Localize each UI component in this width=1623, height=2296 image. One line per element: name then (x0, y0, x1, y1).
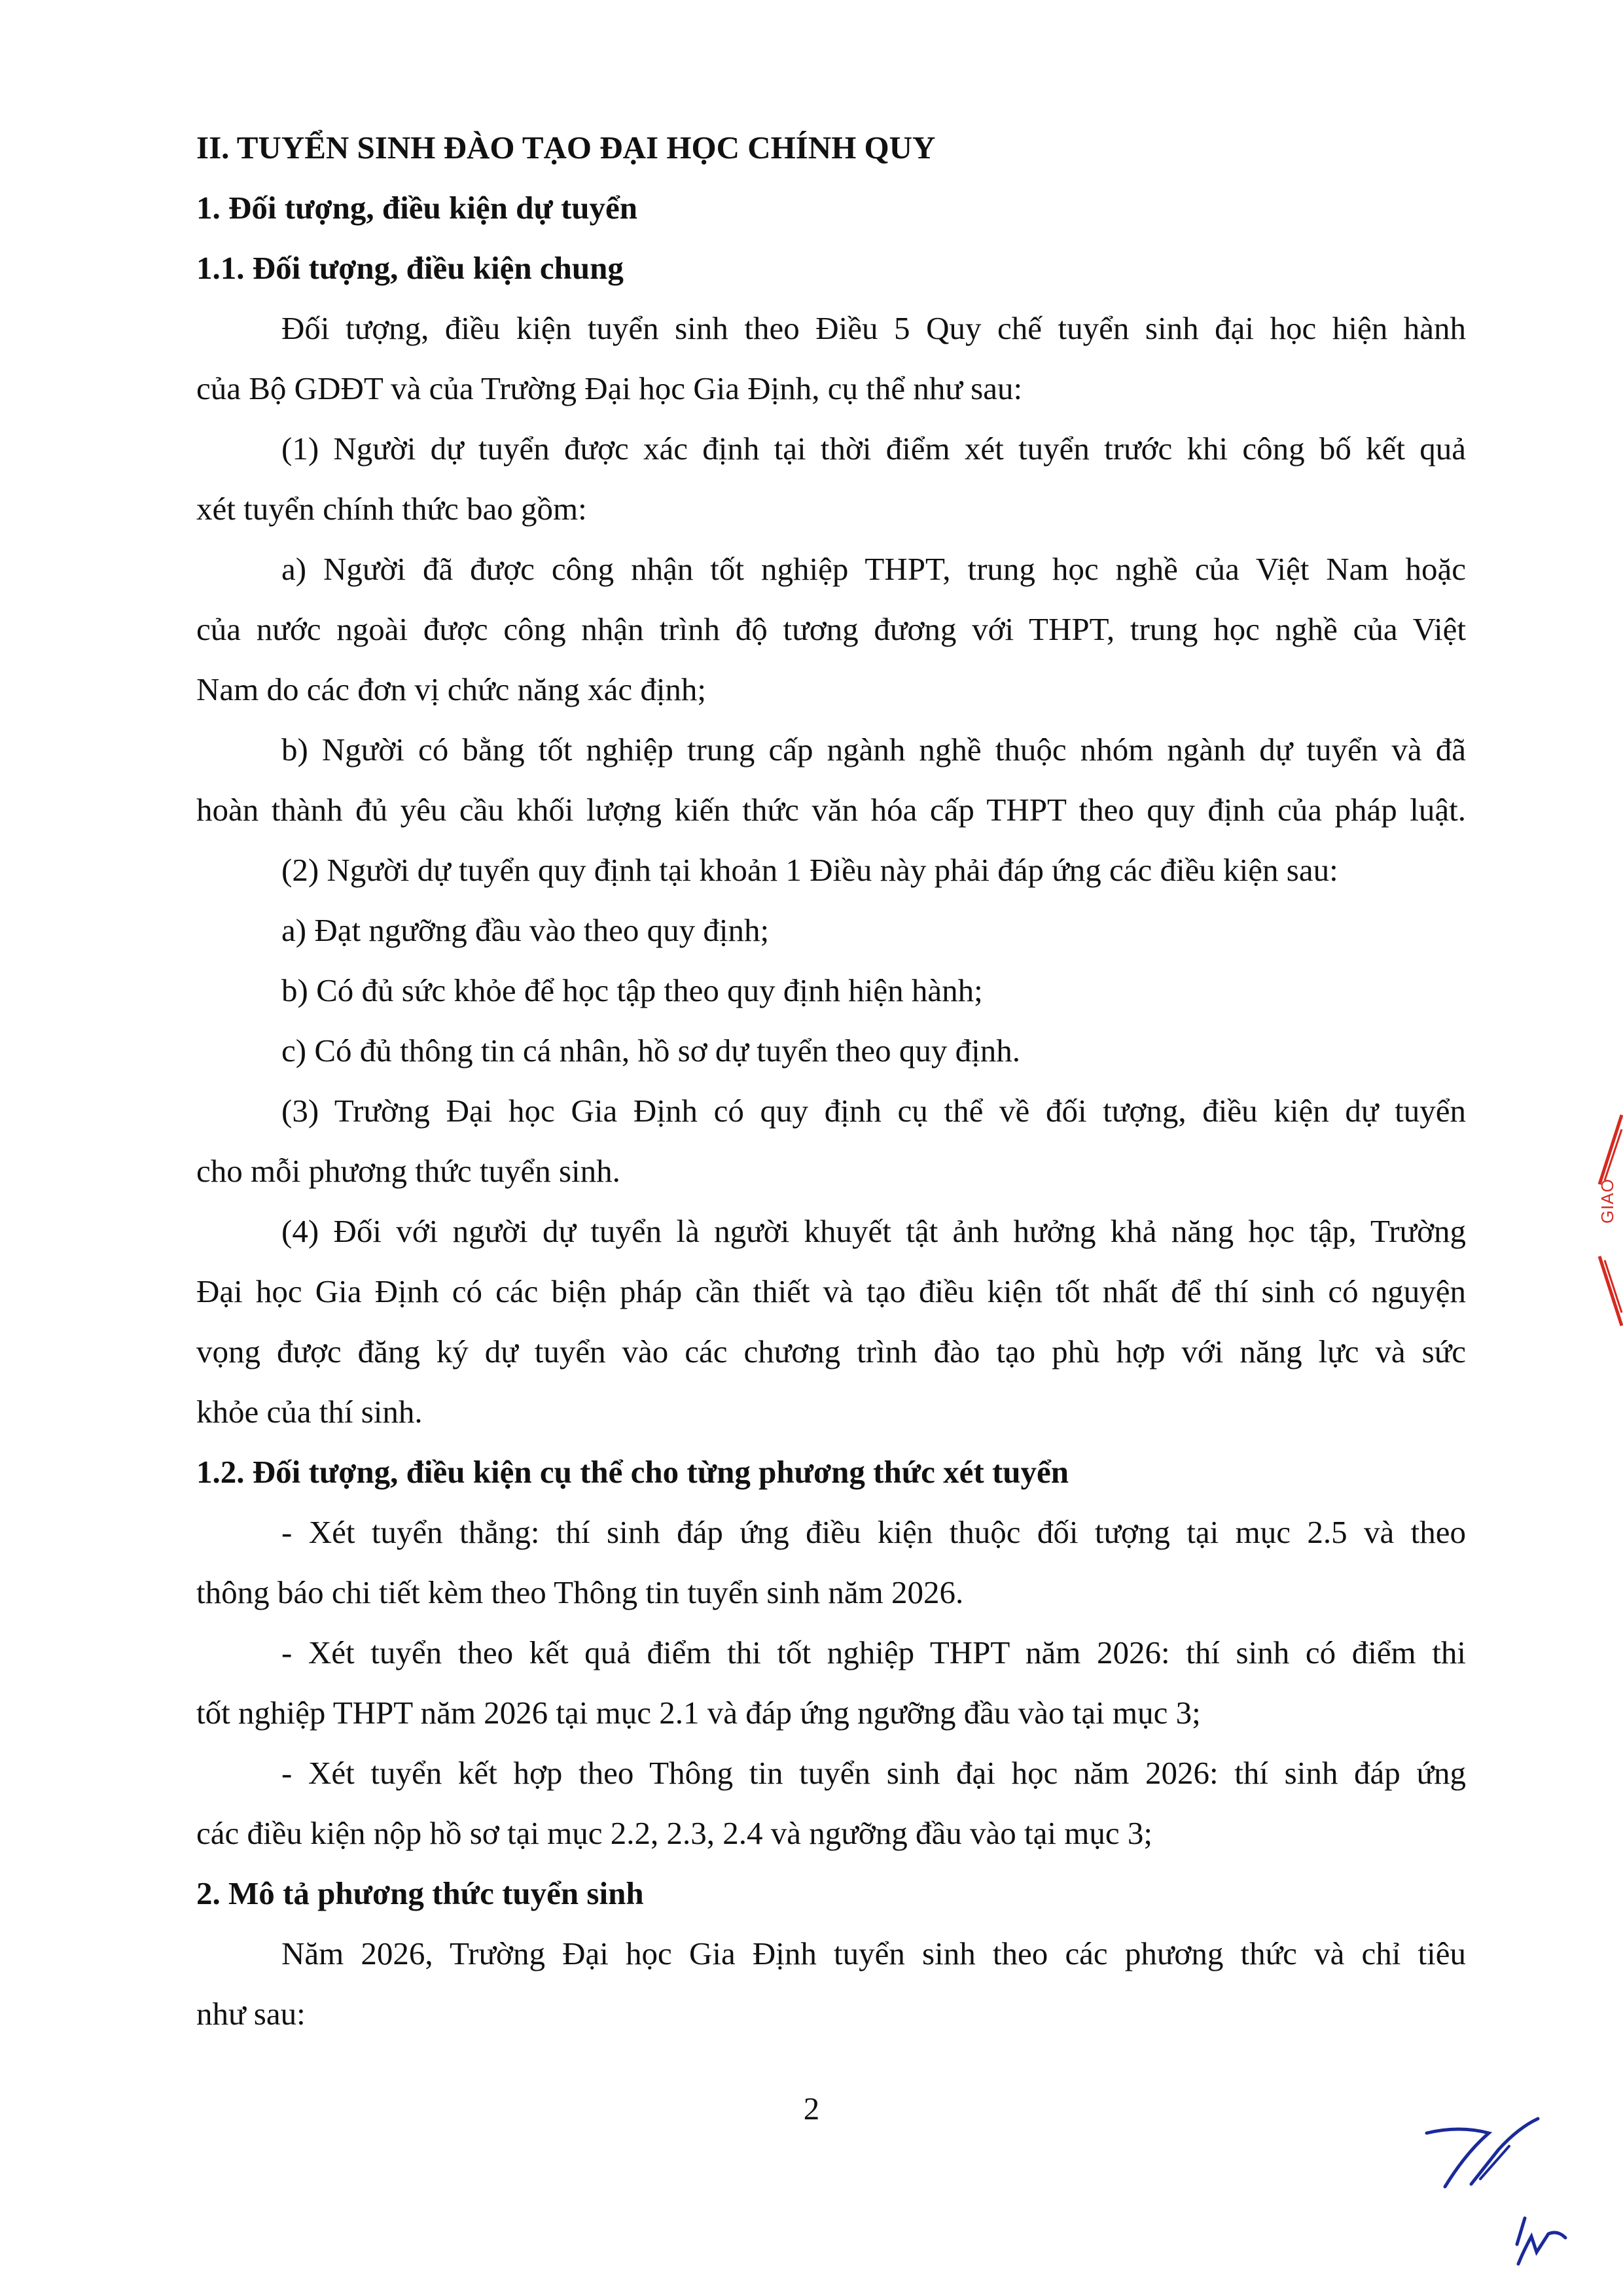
paragraph-line: Năm 2026, Trường Đại học Gia Định tuyển sinh theo các phương thức và chỉ tiêu (281, 1935, 1466, 1971)
signature-mark (1420, 2113, 1584, 2284)
paragraph-line: của nước ngoài được công nhận trình độ tương đương với THPT, trung học nghề của Việt (196, 611, 1466, 647)
paragraph-line: của Bộ GDĐT và của Trường Đại học Gia Định, cụ thể như sau: (196, 370, 1023, 406)
paragraph-line: Đại học Gia Định có các biện pháp cần thiết và tạo điều kiện tốt nhất để thí sinh có nguyện (196, 1273, 1466, 1309)
section-heading: II. TUYỂN SINH ĐÀO TẠO ĐẠI HỌC CHÍNH QUY (196, 130, 936, 166)
paragraph-line: tốt nghiệp THPT năm 2026 tại mục 2.1 và đáp ứng ngưỡng đầu vào tại mục 3; (196, 1695, 1201, 1731)
paragraph-line: (2) Người dự tuyển quy định tại khoản 1 Điều này phải đáp ứng các điều kiện sau: (281, 852, 1338, 888)
subsection-heading: 2. Mô tả phương thức tuyển sinh (196, 1875, 644, 1911)
paragraph-line: - Xét tuyển kết hợp theo Thông tin tuyển sinh đại học năm 2026: thí sinh đáp ứng (281, 1755, 1466, 1791)
subsection-heading: 1. Đối tượng, điều kiện dự tuyển (196, 190, 638, 226)
paragraph-line: (4) Đối với người dự tuyển là người khuyết tật ảnh hưởng khả năng học tập, Trường (281, 1213, 1466, 1249)
paragraph-line: - Xét tuyển thẳng: thí sinh đáp ứng điều kiện thuộc đối tượng tại mục 2.5 và theo (281, 1514, 1466, 1550)
paragraph-line: Nam do các đơn vị chức năng xác định; (196, 671, 707, 707)
paragraph-line: - Xét tuyển theo kết quả điểm thi tốt nghiệp THPT năm 2026: thí sinh có điểm thi (281, 1634, 1466, 1670)
paragraph-line: thông báo chi tiết kèm theo Thông tin tuyển sinh năm 2026. (196, 1574, 964, 1610)
paragraph-line: Đối tượng, điều kiện tuyển sinh theo Điều 5 Quy chế tuyển sinh đại học hiện hành (281, 310, 1466, 346)
paragraph-line: xét tuyển chính thức bao gồm: (196, 491, 587, 527)
paragraph-line: b) Người có bằng tốt nghiệp trung cấp ngành nghề thuộc nhóm ngành dự tuyển và đã (281, 732, 1466, 768)
paragraph-line: (3) Trường Đại học Gia Định có quy định cụ thể về đối tượng, điều kiện dự tuyển (281, 1093, 1466, 1129)
paragraph-line: như sau: (196, 1996, 306, 2032)
paragraph-line: a) Người đã được công nhận tốt nghiệp THPT, trung học nghề của Việt Nam hoặc (281, 551, 1466, 587)
subsection-heading: 1.2. Đối tượng, điều kiện cụ thể cho từng phương thức xét tuyển (196, 1454, 1069, 1490)
paragraph-line: khỏe của thí sinh. (196, 1394, 423, 1430)
paragraph-line: b) Có đủ sức khỏe để học tập theo quy định hiện hành; (281, 972, 983, 1008)
paragraph-line: a) Đạt ngưỡng đầu vào theo quy định; (281, 912, 770, 948)
paragraph-line: hoàn thành đủ yêu cầu khối lượng kiến thức văn hóa cấp THPT theo quy định của pháp luật. (196, 792, 1466, 828)
subsection-heading: 1.1. Đối tượng, điều kiện chung (196, 250, 624, 286)
page-number: 2 (803, 2091, 820, 2127)
paragraph-line: cho mỗi phương thức tuyển sinh. (196, 1153, 620, 1189)
stamp-text: GIAO (1597, 1178, 1617, 1224)
paragraph-line: các điều kiện nộp hồ sơ tại mục 2.2, 2.3, 2.4 và ngưỡng đầu vào tại mục 3; (196, 1815, 1152, 1851)
paragraph-line: (1) Người dự tuyển được xác định tại thời điểm xét tuyển trước khi công bố kết quả (281, 431, 1466, 467)
document-body (196, 118, 1466, 2044)
paragraph-line: vọng được đăng ký dự tuyển vào các chương trình đào tạo phù hợp với năng lực và sức (196, 1333, 1466, 1369)
paragraph-line: c) Có đủ thông tin cá nhân, hồ sơ dự tuyển theo quy định. (281, 1033, 1020, 1069)
